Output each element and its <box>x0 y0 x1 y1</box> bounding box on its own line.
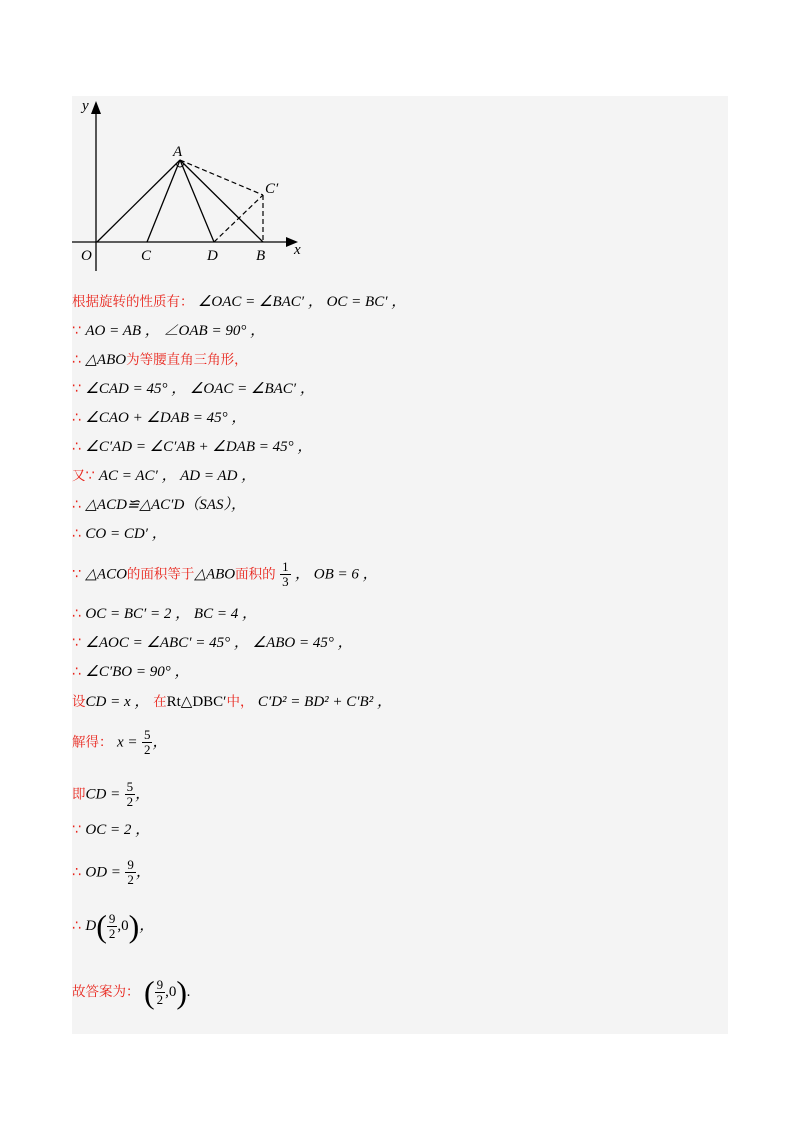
solution-line-2: ∵ AO = AB ， ∠OAB = 90° ， <box>72 323 266 339</box>
fraction-one-third: $\frac{1}{3}$ <box>282 559 289 589</box>
solution-line-5: ∴ ∠CAO + ∠DAB = 45° ， <box>72 410 247 426</box>
geometry-figure <box>72 96 332 271</box>
label-x: x <box>294 242 301 258</box>
solution-line-15: 解得： x = $\frac{5}{2}$ ， <box>72 727 168 757</box>
solution-line-1: 根据旋转的性质有： ∠OAC = ∠BAC′ ， OC = BC′ ， <box>72 294 407 310</box>
solution-line-16: 即CD = $\frac{5}{2}$ ， <box>72 779 151 809</box>
fraction-five-halves: $\frac{5}{2}$ <box>143 727 151 757</box>
solution-line-7: 又∵ AC = AC′ ， AD = AD ， <box>72 468 257 484</box>
solution-line-14: 设CD = x ， 在Rt△DBC′中， C′D² = BD² + C′B² ， <box>72 694 392 710</box>
solution-line-11: ∴ OC = BC′ = 2 ， BC = 4 ， <box>72 606 257 622</box>
fraction-nine-halves-3: $\frac{9}{2}$ <box>156 976 164 1007</box>
fraction-five-halves-2: $\frac{5}{2}$ <box>126 779 134 809</box>
label-O: O <box>81 248 92 264</box>
label-C: C <box>141 248 152 264</box>
label-y: y <box>82 98 89 114</box>
fraction-nine-halves: $\frac{9}{2}$ <box>127 857 134 887</box>
solution-panel <box>72 96 728 1034</box>
solution-line-9: ∴ CO = CD′ ， <box>72 526 167 542</box>
solution-line-10: ∵ △ACO的面积等于△ABO面积的 $\frac{1}{3}$ ， OB = 6 ， <box>72 559 378 589</box>
label-D: D <box>207 248 218 264</box>
fraction-nine-halves-2: $\frac{9}{2}$ <box>108 910 116 941</box>
solution-line-18: ∴ OD = $\frac{9}{2}$ ， <box>72 857 151 887</box>
solution-line-12: ∵ ∠AOC = ∠ABC′ = 45° ， ∠ABO = 45° ， <box>72 635 353 651</box>
segment-AO <box>97 160 180 242</box>
segment-AC <box>147 160 180 242</box>
solution-line-6: ∴ ∠C′AD = ∠C′AB + ∠DAB = 45° ， <box>72 439 313 455</box>
segment-AB <box>180 160 263 242</box>
solution-line-20: 故答案为： ( $\frac{9}{2}$ ,0). <box>72 974 191 1010</box>
solution-line-3: ∴ △ABO为等腰直角三角形， <box>72 352 248 368</box>
solution-line-8: ∴ △ACD≌△AC′D（SAS）， <box>72 497 246 513</box>
y-axis-arrow-icon <box>91 101 101 114</box>
segment-AD <box>180 160 214 242</box>
solution-line-13: ∴ ∠C′BO = 90° ， <box>72 664 190 680</box>
solution-line-19: ∴ D( $\frac{9}{2}$ ,0)， <box>72 908 155 944</box>
label-A: A <box>173 144 183 160</box>
label-B: B <box>256 248 266 264</box>
label-C-prime: C′ <box>265 181 279 197</box>
solution-line-4: ∵ ∠CAD = 45° ， ∠OAC = ∠BAC′ ， <box>72 381 315 397</box>
solution-line-17: ∵ OC = 2 ， <box>72 822 151 838</box>
